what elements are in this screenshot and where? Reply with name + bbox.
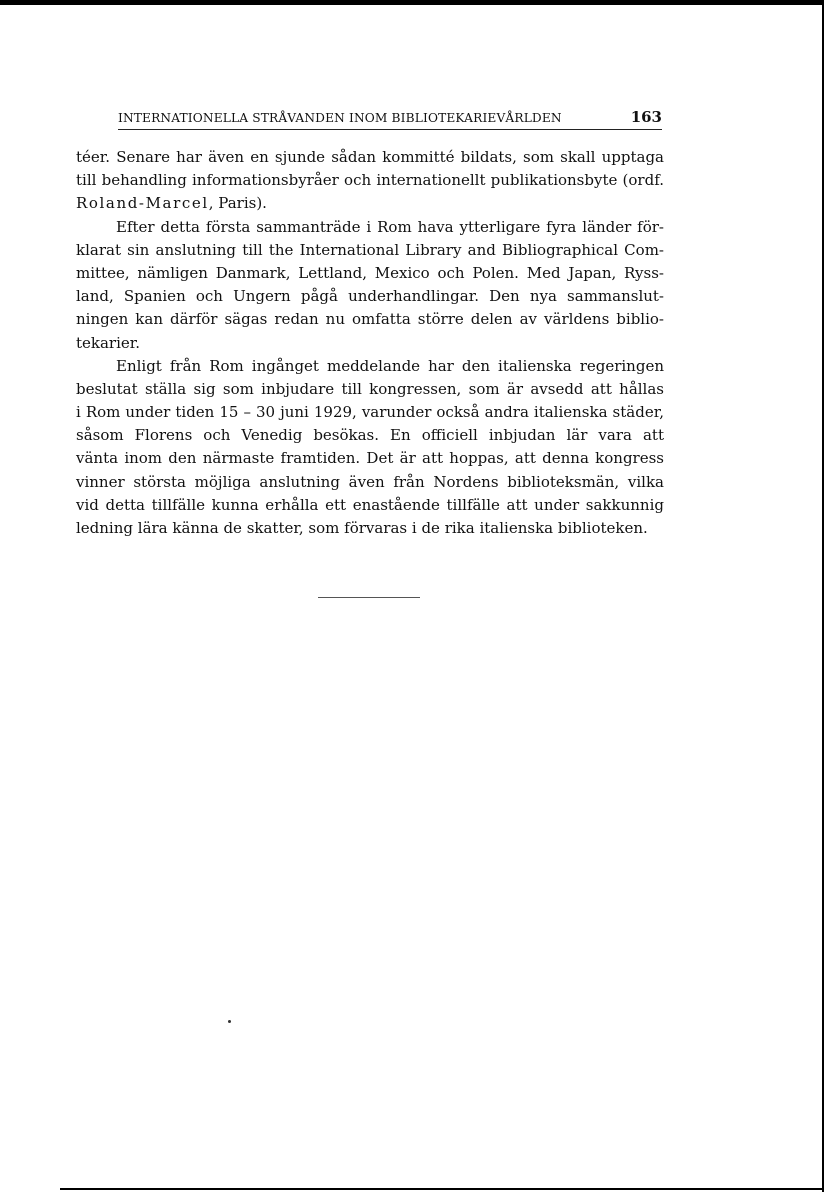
text-line: till behandling informationsbyråer och internationellt publikationsbyte (ordf. — [76, 171, 664, 190]
body-text — [76, 146, 664, 540]
text-line — [76, 192, 664, 215]
text-line: tekarier. — [76, 333, 141, 352]
text-line: vänta inom den närmaste framtiden. Det är att hoppas, att denna kongress — [76, 449, 664, 468]
text-line: såsom Florens och Venedig besökas. En officiell inbjudan lär vara att — [76, 426, 664, 445]
text-line: Enligt från Rom ingånget meddelande har den italienska regeringen — [116, 356, 664, 375]
scan-edge-bottom — [60, 1188, 824, 1190]
text-line: ledning lära känna de skatter, som förvaras i de rika italienska biblioteken. — [76, 519, 648, 537]
text-line: téer. Senare har även en sjunde sådan kommitté bildats, som skall upptaga — [76, 148, 664, 166]
scan-speck — [228, 1020, 231, 1023]
text-line: i Rom under tiden 15 – 30 juni 1929, varunder också andra italienska städer, — [76, 403, 664, 422]
text-line: Efter detta första sammanträde i Rom hava ytterligare fyra länder för- — [116, 217, 664, 236]
text-line: vinner största möjliga anslutning även från Nordens biblioteksmän, vilka — [76, 472, 664, 491]
paragraph-2 — [76, 216, 664, 355]
text-fragment: , Paris). — [208, 194, 267, 213]
text-line: klarat sin anslutning till the International Library and Bibliographical Com- — [76, 240, 664, 259]
spaced-name: Roland-Marcel — [76, 194, 209, 213]
text-line: land, Spanien och Ungern pågå underhandlingar. Den nya sammanslut- — [76, 287, 664, 306]
text-line: ningen kan därför sägas redan nu omfatta större delen av världens biblio- — [76, 310, 664, 329]
running-header-title: INTERNATIONELLA STRÅVANDEN INOM BIBLIOTEKARIEVÅRLDEN — [118, 111, 562, 125]
scan-edge-top — [0, 0, 824, 5]
running-header — [118, 108, 662, 130]
text-line: mittee, nämligen Danmark, Lettland, Mexico och Polen. Med Japan, Ryss- — [76, 263, 664, 282]
header-rule — [118, 129, 662, 130]
section-end-rule — [318, 597, 420, 598]
page-number: 163 — [630, 108, 662, 126]
text-line: beslutat ställa sig som inbjudare till kongressen, som är avsedd att hållas — [76, 379, 664, 398]
paragraph-1 — [76, 146, 664, 216]
text-line: vid detta tillfälle kunna erhålla ett enastående tillfälle att under sakkunnig — [76, 495, 664, 514]
paragraph-3 — [76, 355, 664, 541]
